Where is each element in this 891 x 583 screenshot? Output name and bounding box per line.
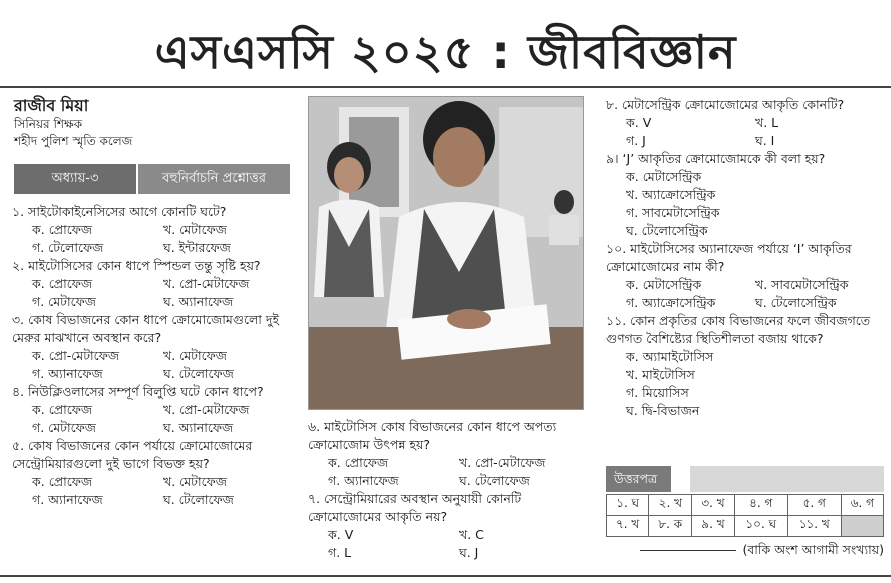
answer-cell-empty	[841, 516, 883, 537]
option: গ. অ্যানাফেজ	[32, 366, 103, 381]
answer-cell: ৭. খ	[607, 516, 649, 537]
answer-key-bar	[690, 466, 884, 492]
question-text: ৫. কোষ বিভাজনের কোন পর্যায়ে ক্রোমোজোমের সেন্ট্রোমিয়ারগুলো দুই ভাগে বিভক্ত হয়?	[12, 438, 253, 471]
continued-note	[606, 542, 884, 562]
column-1	[12, 203, 294, 509]
question-9	[606, 150, 884, 240]
table-row	[607, 495, 884, 516]
question-11	[606, 312, 884, 420]
option: ক. প্রোফেজ	[32, 222, 93, 237]
options	[606, 276, 884, 312]
options	[606, 114, 884, 150]
question-text: ৯। ‘J’ আকৃতির ক্রোমোজোমকে কী বলা হয়?	[606, 151, 826, 166]
option: ক. প্রোফেজ	[32, 276, 93, 291]
author-name: রাজীব মিয়া	[14, 96, 89, 115]
question-7	[308, 490, 590, 562]
options	[606, 168, 884, 240]
question-text: ৩. কোষ বিভাজনের কোন ধাপে ক্রোমোজোমগুলো দুই মেরুর মাঝখানে অবস্থান করে?	[12, 312, 279, 345]
question-text: ১. সাইটোকাইনেসিসের আগে কোনটি ঘটে?	[12, 204, 227, 219]
author-institution: শহীদ পুলিশ স্মৃতি কলেজ	[14, 134, 133, 148]
answer-cell: ৬. গ	[841, 495, 883, 516]
option: ক. অ্যামাইটোসিস	[626, 349, 714, 364]
option: খ. মেটাফেজ	[163, 222, 227, 237]
option: ক. প্রোফেজ	[328, 455, 389, 470]
top-divider	[0, 86, 891, 88]
option: ঘ. টেলোসেন্ট্রিক	[755, 295, 837, 310]
option: ক. মেটাসেন্ট্রিক	[626, 169, 702, 184]
answer-key-title: উত্তরপত্র	[606, 466, 671, 492]
question-1	[12, 203, 294, 257]
option: ঘ. টেলোসেন্ট্রিক	[626, 223, 708, 238]
question-4	[12, 383, 294, 437]
option: গ. সাবমেটাসেন্ট্রিক	[626, 205, 720, 220]
option: গ. J	[626, 133, 646, 148]
question-text: ৭. সেন্ট্রোমিয়ারের অবস্থান অনুযায়ী কোনটি ক্রোমোজোমের আকৃতি নয়?	[308, 491, 522, 524]
options	[12, 275, 294, 311]
options	[12, 473, 294, 509]
answer-cell: ৯. খ	[692, 516, 734, 537]
option: খ. অ্যাক্রোসেন্ট্রিক	[626, 187, 716, 202]
option: ক. প্রো-মেটাফেজ	[32, 348, 120, 363]
option: ঘ. টেলোফেজ	[163, 492, 234, 507]
question-text: ৪. নিউক্লিওলাসের সম্পূর্ণ বিলুপ্তি ঘটে কোন ধাপে?	[12, 384, 264, 399]
option: ঘ. টেলোফেজ	[163, 366, 234, 381]
page-headline: এসএসসি ২০২৫ : জীববিজ্ঞান	[154, 25, 737, 79]
answer-cell: ৮. ক	[649, 516, 692, 537]
answer-cell: ৫. গ	[787, 495, 841, 516]
option: খ. মেটাফেজ	[163, 348, 227, 363]
chapter-bar	[14, 164, 290, 194]
author-designation: সিনিয়র শিক্ষক	[14, 117, 83, 131]
question-text: ১০. মাইটোসিসের অ্যানাফেজ পর্যায়ে ‘I’ আকৃতির ক্রোমোজোমের নাম কী?	[606, 241, 852, 274]
chapter-label: অধ্যায়-৩	[14, 164, 136, 194]
option: ক. V	[328, 527, 354, 542]
options	[12, 347, 294, 383]
option: ক. প্রোফেজ	[32, 402, 93, 417]
question-3	[12, 311, 294, 383]
answer-cell: ১১. খ	[787, 516, 841, 537]
option: খ. মাইটোসিস	[626, 367, 695, 382]
author-block	[14, 96, 294, 150]
bottom-divider	[0, 575, 891, 577]
option: গ. অ্যাক্রোসেন্ট্রিক	[626, 295, 716, 310]
answer-cell: ৩. খ	[692, 495, 734, 516]
option: গ. মেটাফেজ	[32, 294, 96, 309]
option: খ. L	[755, 115, 779, 130]
question-10	[606, 240, 884, 312]
option: ক. V	[626, 115, 652, 130]
option: গ. L	[328, 545, 352, 560]
continued-text: (বাকি অংশ আগামী সংখ্যায়)	[742, 542, 884, 557]
question-5	[12, 437, 294, 509]
chapter-topic: বহুনির্বাচনি প্রশ্নোত্তর	[136, 164, 290, 194]
options	[606, 348, 884, 420]
answer-cell: ১. ঘ	[607, 495, 649, 516]
question-2	[12, 257, 294, 311]
question-text: ৮. মেটাসেন্ট্রিক ক্রোমোজোমের আকৃতি কোনটি?	[606, 97, 845, 112]
continued-line	[640, 550, 736, 551]
option: খ. প্রো-মেটাফেজ	[163, 276, 250, 291]
photo-illustration-icon	[309, 97, 584, 410]
option: গ. মিয়োসিস	[626, 385, 689, 400]
option: খ. প্রো-মেটাফেজ	[163, 402, 250, 417]
answer-key-table	[606, 494, 884, 537]
option: ঘ. অ্যানাফেজ	[163, 420, 234, 435]
options	[12, 221, 294, 257]
option: খ. প্রো-মেটাফেজ	[459, 455, 546, 470]
option: ঘ. ইন্টারফেজ	[163, 240, 231, 255]
answer-cell: ২. খ	[649, 495, 692, 516]
answer-key-header	[606, 466, 884, 492]
option: ঘ. টেলোফেজ	[459, 473, 530, 488]
option: ক. মেটাসেন্ট্রিক	[626, 277, 702, 292]
option: গ. টেলোফেজ	[32, 240, 104, 255]
options	[308, 454, 590, 490]
answer-cell: ৪. গ	[734, 495, 787, 516]
column-3	[606, 96, 884, 420]
option: খ. C	[459, 527, 484, 542]
question-6	[308, 418, 590, 490]
answer-cell: ১০. ঘ	[734, 516, 787, 537]
option: গ. মেটাফেজ	[32, 420, 96, 435]
students-exam-photo	[308, 96, 584, 410]
question-8	[606, 96, 884, 150]
option: ক. প্রোফেজ	[32, 474, 93, 489]
option: ঘ. J	[459, 545, 479, 560]
question-text: ২. মাইটোসিসের কোন ধাপে স্পিন্ডল তন্তু সৃষ্টি হয়?	[12, 258, 261, 273]
options	[12, 401, 294, 437]
question-text: ১১. কোন প্রকৃতির কোষ বিভাজনের ফলে জীবজগতে গুণগত বৈশিষ্ট্যের স্থিতিশীলতা বজায় থাকে?	[606, 313, 871, 346]
option: ঘ. দ্বি-বিভাজন	[626, 403, 700, 418]
question-text: ৬. মাইটোসিস কোষ বিভাজনের কোন ধাপে অপত্য ক্রোমোজোম উৎপন্ন হয়?	[308, 419, 557, 452]
option: ঘ. I	[755, 133, 775, 148]
option: খ. সাবমেটাসেন্ট্রিক	[755, 277, 849, 292]
option: গ. অ্যানাফেজ	[328, 473, 399, 488]
table-row	[607, 516, 884, 537]
option: গ. অ্যানাফেজ	[32, 492, 103, 507]
option: খ. মেটাফেজ	[163, 474, 227, 489]
column-2	[308, 418, 590, 562]
option: ঘ. অ্যানাফেজ	[163, 294, 234, 309]
options	[308, 526, 590, 562]
